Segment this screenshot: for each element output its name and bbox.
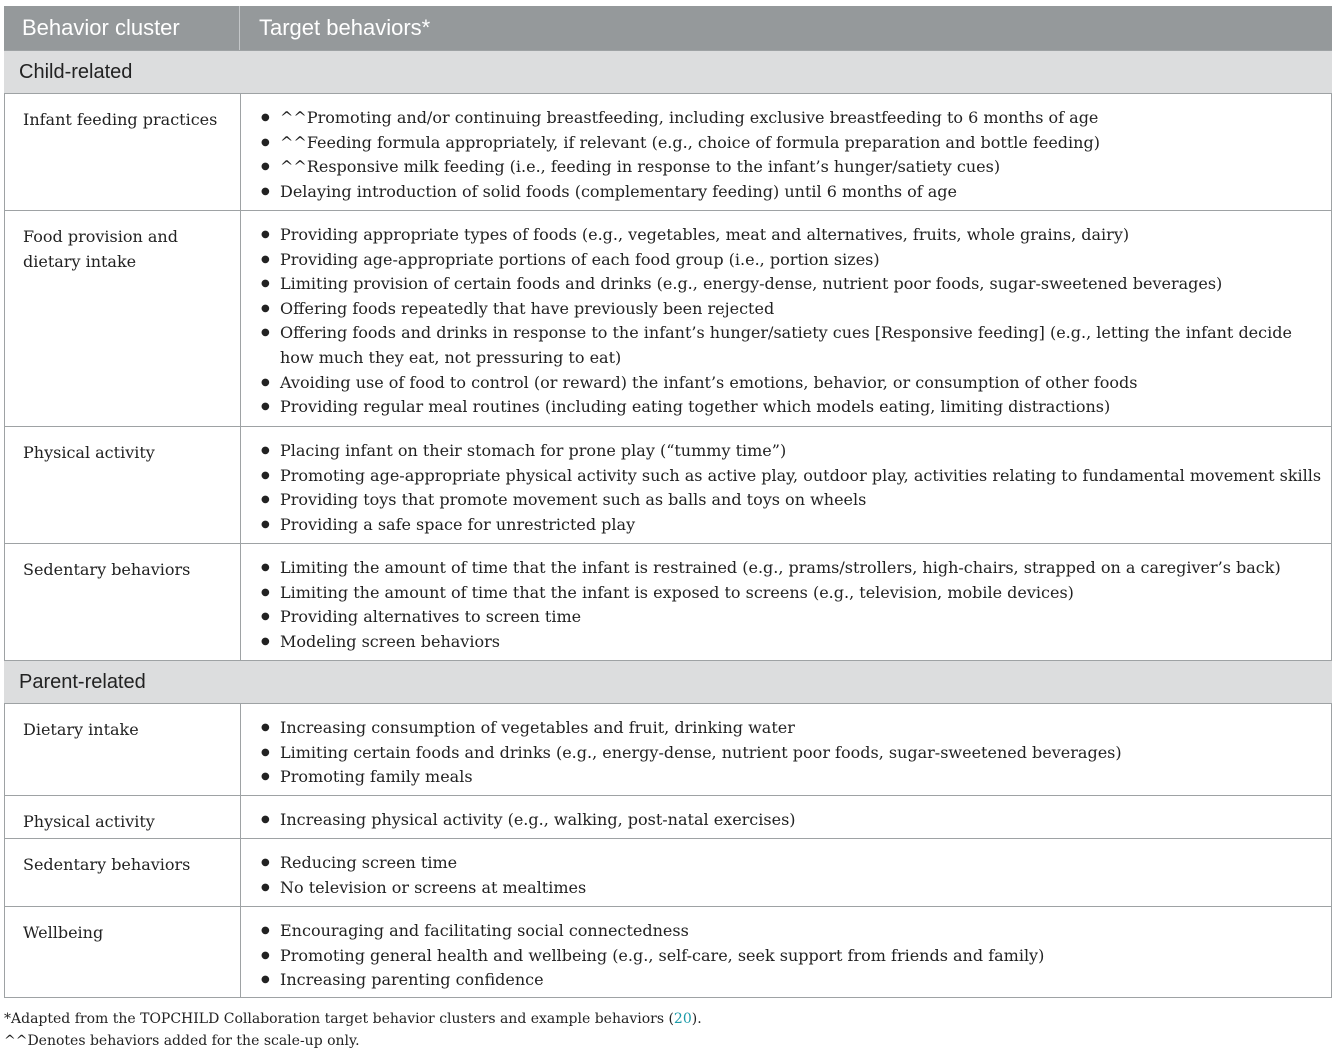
target-behaviors-cell bbox=[241, 94, 1332, 210]
table-header bbox=[4, 6, 1332, 50]
section-header: Child-related bbox=[4, 50, 1332, 93]
behavior-list bbox=[261, 808, 1323, 833]
table-row bbox=[4, 703, 1332, 795]
list-item: ● Limiting the amount of time that the infant is restrained (e.g., prams/strollers, high-chairs, strapped on a caregiver’s back) bbox=[261, 556, 1323, 581]
list-item: ● Avoiding use of food to control (or reward) the infant’s emotions, behavior, or consumption of other foods bbox=[261, 371, 1323, 396]
behavior-list bbox=[261, 919, 1323, 993]
list-item: ● Placing infant on their stomach for prone play (“tummy time”) bbox=[261, 439, 1323, 464]
list-item: ● ^^Responsive milk feeding (i.e., feeding in response to the infant’s hunger/satiety cues) bbox=[261, 155, 1323, 180]
list-item: ● Providing toys that promote movement such as balls and toys on wheels bbox=[261, 488, 1323, 513]
behavior-cluster-cell: Physical activity bbox=[4, 427, 241, 543]
list-item: ● Delaying introduction of solid foods (complementary feeding) until 6 months of age bbox=[261, 180, 1323, 205]
table-row bbox=[4, 93, 1332, 210]
behavior-list bbox=[261, 106, 1323, 204]
behavior-cluster-cell: Sedentary behaviors bbox=[4, 839, 241, 906]
target-behaviors-cell bbox=[241, 211, 1332, 426]
list-item: ● Modeling screen behaviors bbox=[261, 630, 1323, 655]
target-behaviors-cell bbox=[241, 796, 1332, 838]
behavior-cluster-cell: Wellbeing bbox=[4, 907, 241, 997]
target-behaviors-cell bbox=[241, 427, 1332, 543]
table-row bbox=[4, 838, 1332, 906]
table-row bbox=[4, 426, 1332, 543]
list-item: ● Limiting certain foods and drinks (e.g., energy-dense, nutrient poor foods, sugar-sweetened beverages) bbox=[261, 741, 1323, 766]
list-item: ● Providing age-appropriate portions of each food group (i.e., portion sizes) bbox=[261, 248, 1323, 273]
list-item: ● Limiting provision of certain foods and drinks (e.g., energy-dense, nutrient poor foods, sugar-sweetened beverages) bbox=[261, 272, 1323, 297]
footnotes bbox=[4, 1008, 702, 1052]
list-item: ● Reducing screen time bbox=[261, 851, 1323, 876]
table-row bbox=[4, 210, 1332, 426]
behavior-list bbox=[261, 716, 1323, 790]
footnote-scale-up: ^^Denotes behaviors added for the scale-up only. bbox=[4, 1033, 360, 1049]
reference-link[interactable]: 20 bbox=[673, 1011, 692, 1027]
behavior-list bbox=[261, 556, 1323, 654]
table-row bbox=[4, 543, 1332, 660]
header-target-behaviors: Target behaviors* bbox=[259, 15, 431, 40]
behavior-cluster-cell: Physical activity bbox=[4, 796, 241, 838]
list-item: ● Providing appropriate types of foods (e.g., vegetables, meat and alternatives, fruits, whole grains, dairy) bbox=[261, 223, 1323, 248]
list-item: ● Providing alternatives to screen time bbox=[261, 605, 1323, 630]
behavior-list bbox=[261, 223, 1323, 420]
section-header: Parent-related bbox=[4, 660, 1332, 703]
list-item: ● Increasing physical activity (e.g., walking, post-natal exercises) bbox=[261, 808, 1323, 833]
behavior-list bbox=[261, 439, 1323, 537]
table-row bbox=[4, 795, 1332, 838]
list-item: ● Providing regular meal routines (including eating together which models eating, limiting distractions) bbox=[261, 395, 1323, 420]
table-body bbox=[4, 50, 1332, 998]
list-item: ● Offering foods repeatedly that have previously been rejected bbox=[261, 297, 1323, 322]
list-item: ● Promoting family meals bbox=[261, 765, 1323, 790]
behavior-cluster-cell: Sedentary behaviors bbox=[4, 544, 241, 660]
list-item: ● Providing a safe space for unrestricted play bbox=[261, 513, 1323, 538]
list-item: ● ^^Promoting and/or continuing breastfeeding, including exclusive breastfeeding to 6 months of age bbox=[261, 106, 1323, 131]
behavior-cluster-cell: Dietary intake bbox=[4, 704, 241, 795]
list-item: ● Encouraging and facilitating social connectedness bbox=[261, 919, 1323, 944]
behavior-list bbox=[261, 851, 1323, 900]
behavior-cluster-cell: Food provision and dietary intake bbox=[4, 211, 241, 426]
target-behaviors-cell bbox=[241, 839, 1332, 906]
behaviors-table bbox=[4, 6, 1332, 998]
target-behaviors-cell bbox=[241, 544, 1332, 660]
table-row bbox=[4, 906, 1332, 998]
footnote-adapted: *Adapted from the TOPCHILD Collaboration target behavior clusters and example behaviors (20). bbox=[4, 1011, 702, 1027]
list-item: ● Increasing parenting confidence bbox=[261, 968, 1323, 993]
list-item: ● ^^Feeding formula appropriately, if relevant (e.g., choice of formula preparation and bottle feeding) bbox=[261, 131, 1323, 156]
header-behavior-cluster: Behavior cluster bbox=[4, 6, 240, 50]
list-item: ● Offering foods and drinks in response to the infant’s hunger/satiety cues [Responsive feeding] (e.g., letting the infant decide how much they eat, not pressuring to eat) bbox=[261, 321, 1323, 370]
target-behaviors-cell bbox=[241, 907, 1332, 997]
list-item: ● No television or screens at mealtimes bbox=[261, 876, 1323, 901]
behavior-cluster-cell: Infant feeding practices bbox=[4, 94, 241, 210]
target-behaviors-cell bbox=[241, 704, 1332, 795]
list-item: ● Limiting the amount of time that the infant is exposed to screens (e.g., television, mobile devices) bbox=[261, 581, 1323, 606]
list-item: ● Increasing consumption of vegetables and fruit, drinking water bbox=[261, 716, 1323, 741]
list-item: ● Promoting general health and wellbeing (e.g., self-care, seek support from friends and family) bbox=[261, 944, 1323, 969]
list-item: ● Promoting age-appropriate physical activity such as active play, outdoor play, activities relating to fundamental movement skills bbox=[261, 464, 1323, 489]
